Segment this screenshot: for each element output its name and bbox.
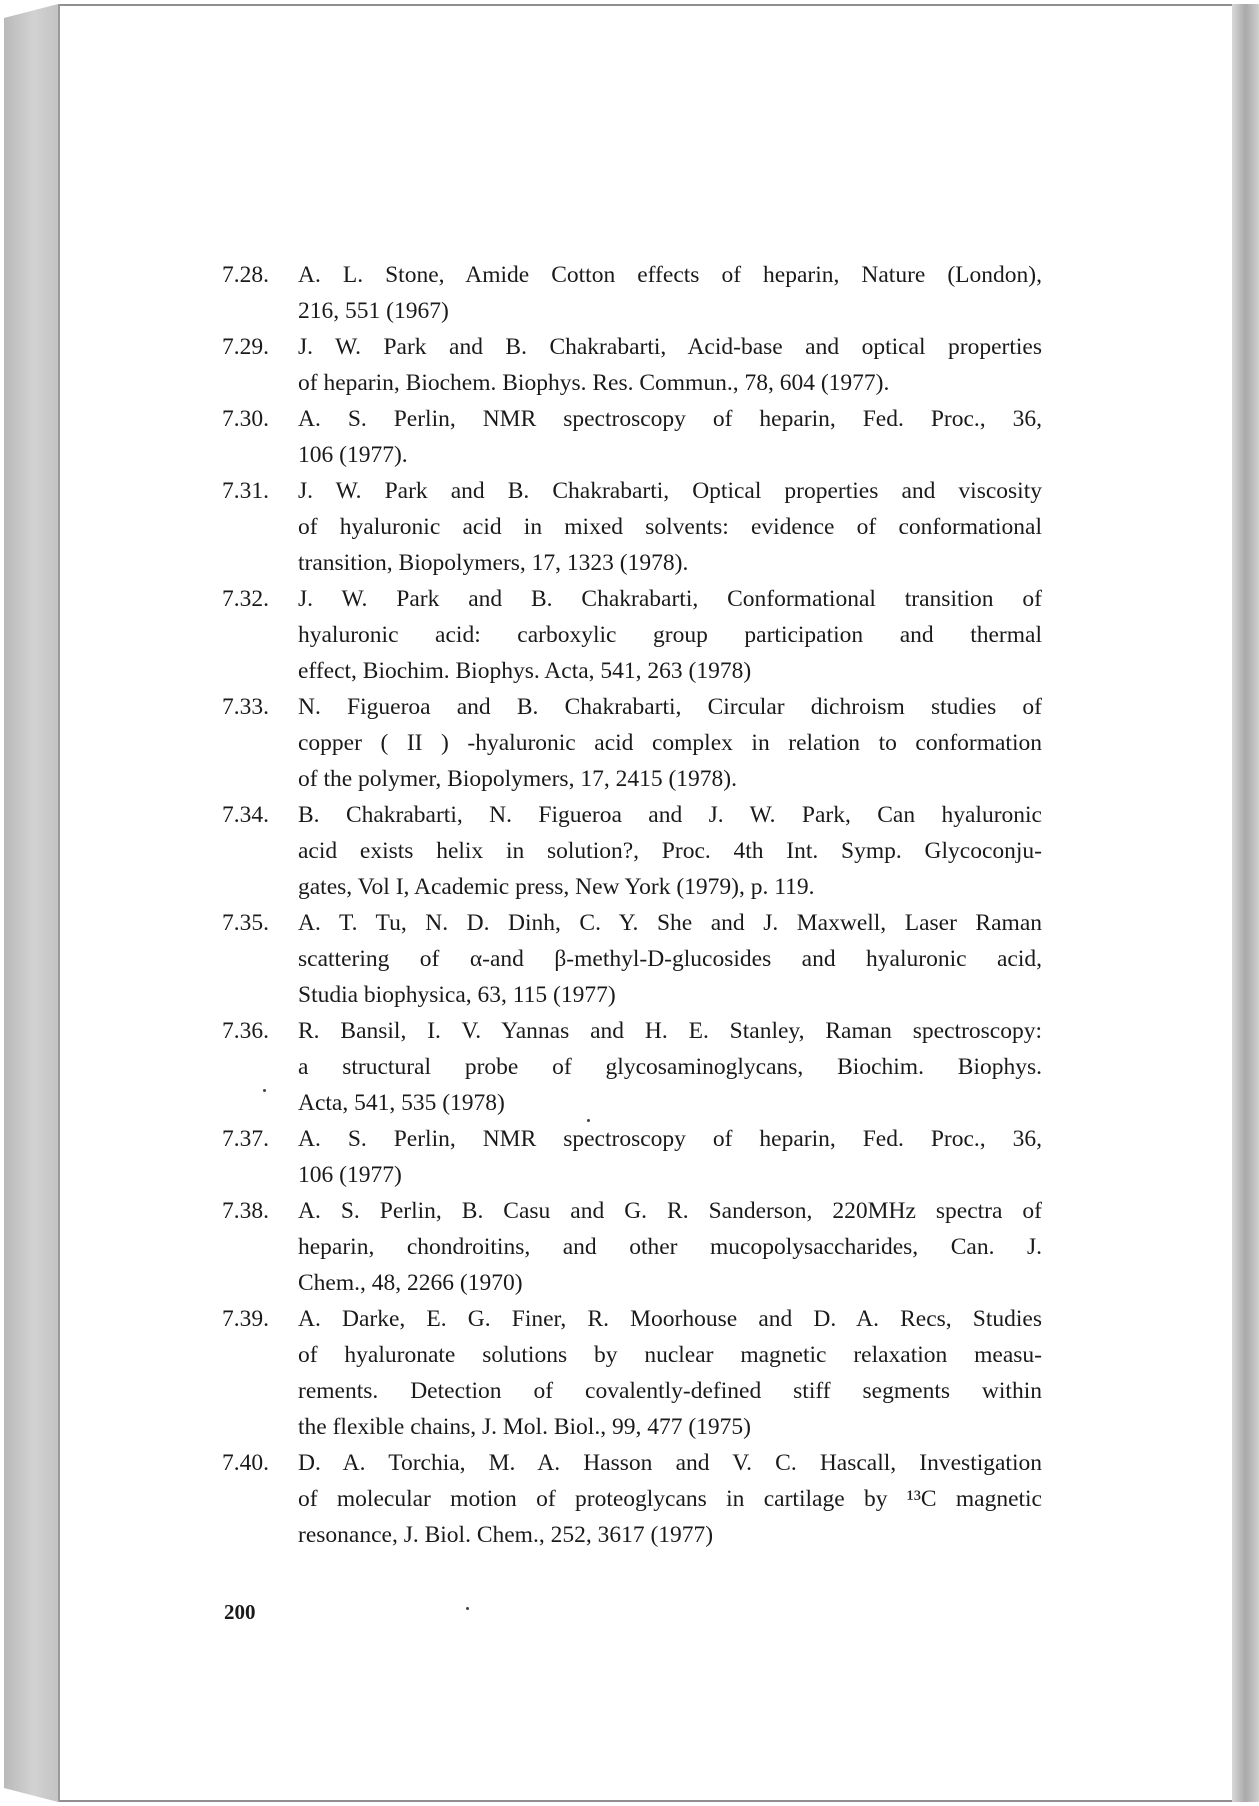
reference-text-line: A. T. Tu, N. D. Dinh, C. Y. She and J. Maxwell, Laser Raman bbox=[298, 910, 1042, 936]
reference-number: 7.33. bbox=[222, 694, 269, 720]
reference-text-line: copper ( II ) -hyaluronic acid complex in relation to conformation bbox=[298, 730, 1042, 756]
reference-number: 7.37. bbox=[222, 1126, 269, 1152]
reference-text-line: A. S. Perlin, NMR spectroscopy of heparin, Fed. Proc., 36, bbox=[298, 1126, 1042, 1152]
reference-text-line: R. Bansil, I. V. Yannas and H. E. Stanley, Raman spectroscopy: bbox=[298, 1018, 1042, 1044]
reference-text-line: of hyaluronate solutions by nuclear magnetic relaxation measu- bbox=[298, 1342, 1042, 1368]
reference-text-line: J. W. Park and B. Chakrabarti, Optical properties and viscosity bbox=[298, 478, 1042, 504]
reference-text-line: A. S. Perlin, B. Casu and G. R. Sanderson, 220MHz spectra of bbox=[298, 1198, 1042, 1224]
reference-text-line: gates, Vol I, Academic press, New York (1979), p. 119. bbox=[298, 874, 815, 900]
print-speck bbox=[466, 1607, 469, 1610]
reference-text-line: resonance, J. Biol. Chem., 252, 3617 (1977) bbox=[298, 1522, 714, 1548]
reference-text-line: rements. Detection of covalently-defined stiff segments within bbox=[298, 1378, 1042, 1404]
reference-number: 7.28. bbox=[222, 262, 269, 288]
reference-text-line: transition, Biopolymers, 17, 1323 (1978). bbox=[298, 550, 689, 576]
reference-text-line: J. W. Park and B. Chakrabarti, Acid-base and optical properties bbox=[298, 334, 1042, 360]
reference-text-line: N. Figueroa and B. Chakrabarti, Circular dichroism studies of bbox=[298, 694, 1042, 720]
reference-text-line: Studia biophysica, 63, 115 (1977) bbox=[298, 982, 616, 1008]
reference-text-line: the flexible chains, J. Mol. Biol., 99, 477 (1975) bbox=[298, 1414, 751, 1440]
print-speck bbox=[263, 1089, 266, 1092]
print-speck bbox=[587, 1119, 590, 1122]
reference-text-line: A. S. Perlin, NMR spectroscopy of heparin, Fed. Proc., 36, bbox=[298, 406, 1042, 432]
reference-text-line: D. A. Torchia, M. A. Hasson and V. C. Hascall, Investigation bbox=[298, 1450, 1042, 1476]
reference-number: 7.40. bbox=[222, 1450, 269, 1476]
reference-number: 7.32. bbox=[222, 586, 269, 612]
reference-text-line: Acta, 541, 535 (1978) bbox=[298, 1090, 505, 1116]
reference-text-line: 216, 551 (1967) bbox=[298, 298, 449, 324]
reference-text-line: 106 (1977) bbox=[298, 1162, 402, 1188]
reference-number: 7.39. bbox=[222, 1306, 269, 1332]
reference-number: 7.29. bbox=[222, 334, 269, 360]
reference-text-line: effect, Biochim. Biophys. Acta, 541, 263 (1978) bbox=[298, 658, 752, 684]
reference-text-line: a structural probe of glycosaminoglycans, Biochim. Biophys. bbox=[298, 1054, 1042, 1080]
reference-text-line: J. W. Park and B. Chakrabarti, Conformational transition of bbox=[298, 586, 1042, 612]
reference-text-line: B. Chakrabarti, N. Figueroa and J. W. Park, Can hyaluronic bbox=[298, 802, 1042, 828]
reference-text-line: heparin, chondroitins, and other mucopolysaccharides, Can. J. bbox=[298, 1234, 1042, 1260]
reference-number: 7.36. bbox=[222, 1018, 269, 1044]
reference-number: 7.34. bbox=[222, 802, 269, 828]
reference-text-line: scattering of α-and β-methyl-D-glucosides and hyaluronic acid, bbox=[298, 946, 1042, 972]
reference-text-line: A. Darke, E. G. Finer, R. Moorhouse and D. A. Recs, Studies bbox=[298, 1306, 1042, 1332]
reference-text-line: of hyaluronic acid in mixed solvents: evidence of conformational bbox=[298, 514, 1042, 540]
reference-number: 7.31. bbox=[222, 478, 269, 504]
reference-text-line: acid exists helix in solution?, Proc. 4th Int. Symp. Glycoconju- bbox=[298, 838, 1042, 864]
page-number: 200 bbox=[224, 1600, 256, 1624]
reference-text-line: of molecular motion of proteoglycans in cartilage by ¹³C magnetic bbox=[298, 1486, 1042, 1512]
reference-text-line: hyaluronic acid: carboxylic group participation and thermal bbox=[298, 622, 1042, 648]
reference-number: 7.38. bbox=[222, 1198, 269, 1224]
reference-number: 7.35. bbox=[222, 910, 269, 936]
reference-text-line: of heparin, Biochem. Biophys. Res. Commun., 78, 604 (1977). bbox=[298, 370, 890, 396]
reference-text-line: 106 (1977). bbox=[298, 442, 408, 468]
reference-text-line: A. L. Stone, Amide Cotton effects of heparin, Nature (London), bbox=[298, 262, 1042, 288]
reference-text-line: of the polymer, Biopolymers, 17, 2415 (1978). bbox=[298, 766, 737, 792]
reference-text-line: Chem., 48, 2266 (1970) bbox=[298, 1270, 523, 1296]
reference-number: 7.30. bbox=[222, 406, 269, 432]
